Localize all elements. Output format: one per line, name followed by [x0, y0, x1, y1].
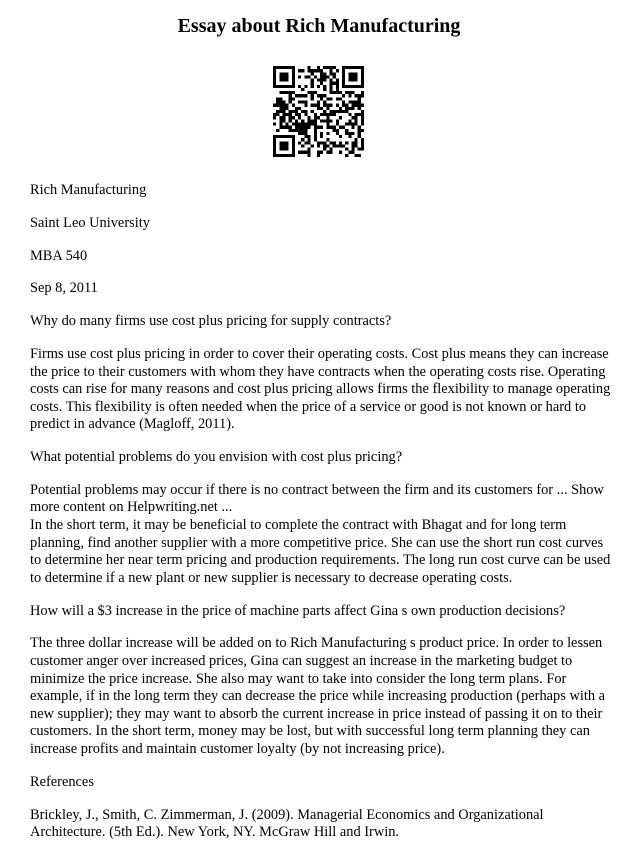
- header-line-school: Saint Leo University: [30, 214, 150, 231]
- header-line-course: MBA 540: [30, 247, 88, 264]
- answer-2-continued: In the short term, it may be beneficial to complete the contract with Bhagat and for long term planning, find another supplier with a more competitive price. She can use the short run cost curves to determine her near term pricing and production requirements. The long run cost curve can be used to determine if a new plant or new supplier is necessary to decrease operating costs.: [30, 517, 611, 586]
- header-line-name: Rich Manufacturing: [30, 182, 147, 198]
- reference-item: Brickley, J., Smith, C. Zimmerman, J. (2009). Managerial Economics and Organizational Architecture. (5th Ed.). New York, NY. McGraw Hill and Irwin.: [30, 806, 544, 841]
- page-title: Essay about Rich Manufacturing: [177, 15, 461, 37]
- question-2: What potential problems do you envision with cost plus pricing?: [30, 449, 403, 466]
- qr-code-icon: [273, 66, 364, 157]
- answer-1: Firms use cost plus pricing in order to cover their operating costs. Cost plus means they can increase the price to their customers with whom they have contracts when the operating costs rise. Operating costs can rise for many reasons and cost plus pricing allows firms the flexibility to manage operating costs. This flexibility is often needed when the price of a service or good is not known or hard to predict in advance (Magloff, 2011).: [30, 345, 611, 433]
- question-3: How will a $3 increase in the price of machine parts affect Gina s own production decisions?: [30, 602, 566, 619]
- header-line-date: Sep 8, 2011: [30, 280, 98, 297]
- question-1: Why do many firms use cost plus pricing for supply contracts?: [30, 313, 392, 330]
- essay-body: [30, 182, 612, 857]
- answer-2-preview: Potential problems may occur if there is no contract between the firm and its customers for ... Show more content on Helpwriting.net ...: [30, 481, 604, 516]
- answer-3: The three dollar increase will be added on to Rich Manufacturing s product price. In order to lessen customer anger over increased prices, Gina can suggest an increase in the marketing budget to minimize the price increase. She also may want to take into consider the long term plans. For example, if in the long term they can decrease the price while increasing production (perhaps with a new supplier); they may want to absorb the current increase in price instead of passing it on to their customers. In the short term, money may be lost, but with successful long term planning they can increase profits and maintain customer loyalty (by not increasing price).: [30, 635, 606, 757]
- references-heading: References: [30, 773, 94, 790]
